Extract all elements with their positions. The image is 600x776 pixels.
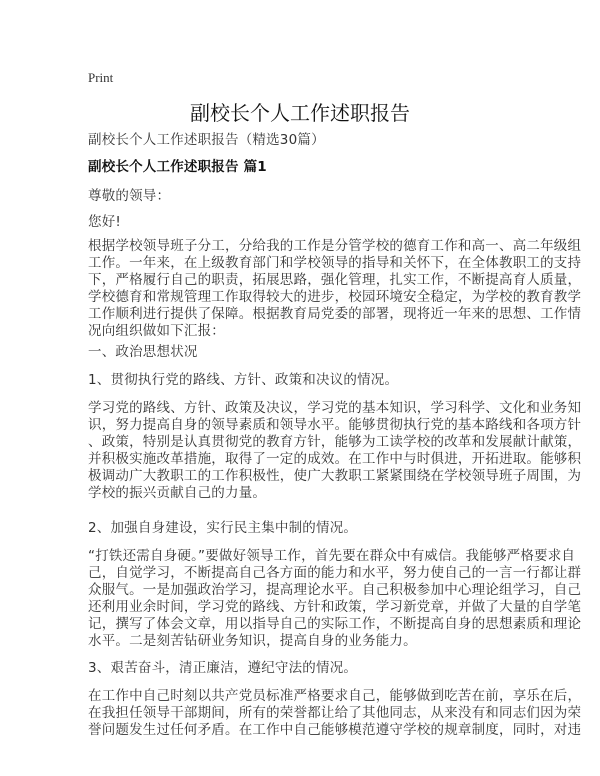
salutation: 尊敬的领导： [88,188,171,204]
paragraph-line: 在我担任领导干部期间，所有的荣誉都让给了其他同志，从来没有和同志们因为荣 [88,705,582,721]
paragraph-line: 众服气。一是加强政治学习，提高理论水平。自己积极参加中心理论组学习，自己 [88,582,582,598]
paragraph-line: “打铁还需自身硬。”要做好领导工作，首先要在群众中有威信。我能够严格要求自 [88,548,576,564]
item1-heading: 1、贯彻执行党的路线、方针、政策和决议的情况。 [88,372,399,388]
section-heading: 副校长个人工作述职报告 篇1 [88,159,267,175]
paragraph-line: 根据学校领导班子分工，分给我的工作是分管学校的德育工作和高一、高二年级组 [88,238,582,254]
paragraph-line: 识，努力提高自身的领导素质和领导水平。能够贯彻执行党的基本路线和各项方针 [88,417,582,433]
paragraph-line: 工作。一年来，在上级教育部门和学校领导的指导和关怀下，在全体教职工的支持 [88,255,582,271]
paragraph-line: 誉问题发生过任何矛盾。在工作中自己能够模范遵守学校的规章制度，同时，对违 [88,722,582,738]
paragraph-line: 学习党的路线、方针、政策及决议，学习党的基本知识，学习科学、文化和业务知 [88,400,582,416]
intro-paragraph [88,238,581,340]
paragraph-line: 己，自觉学习，不断提高自己各方面的能力和水平，努力使自己的一言一行都让群 [88,565,582,581]
item2-heading: 2、加强自身建设，实行民主集中制的情况。 [88,520,358,536]
paragraph-line: 极调动广大教职工的工作积极性，使广大教职工紧紧围绕在学校领导班子周围，为 [88,468,582,484]
paragraph-line: 记，撰写了体会文章，用以指导自己的实际工作，不断提高自身的思想素质和理论 [88,616,582,632]
part1-heading: 一、政治思想状况 [88,344,198,360]
paragraph-line: 学校的振兴贡献自己的力量。 [88,485,267,501]
paragraph-line: 在工作中自己时刻以共产党员标准严格要求自己，能够做到吃苦在前，享乐在后， [88,688,582,704]
paragraph-line: 下，严格履行自己的职责，拓展思路，强化管理，扎实工作，不断提高育人质量， [88,272,582,288]
paragraph-line: 并积极实施改革措施，取得了一定的成效。在工作中与时俱进，开拓进取。能够积 [88,451,582,467]
item1-paragraph [88,400,581,502]
paragraph-line: 况向组织做如下汇报： [88,323,225,339]
paragraph-line: 工作顺利进行提供了保障。根据教育局党委的部署，现将近一年来的思想、工作情 [88,306,582,322]
subtitle: 副校长个人工作述职报告（精选30篇） [88,132,325,148]
item3-paragraph [88,688,581,739]
item3-heading: 3、艰苦奋斗，清正廉洁，遵纪守法的情况。 [88,660,358,676]
item2-paragraph [88,548,581,650]
paragraph-line: 、政策，特别是认真贯彻党的教育方针，能够为工读学校的改革和发展献计献策， [88,434,582,450]
page-title: 副校长个人工作述职报告 [190,101,410,125]
paragraph-line: 学校德育和常规管理工作取得较大的进步，校园环境安全稳定，为学校的教育教学 [88,289,582,305]
print-link[interactable]: Print [88,70,114,85]
greeting: 您好! [88,214,122,230]
paragraph-line: 水平。二是刻苦钻研业务知识，提高自身的业务能力。 [88,633,417,649]
paragraph-line: 还利用业余时间，学习党的路线、方针和政策，学习新党章，并做了大量的自学笔 [88,599,582,615]
